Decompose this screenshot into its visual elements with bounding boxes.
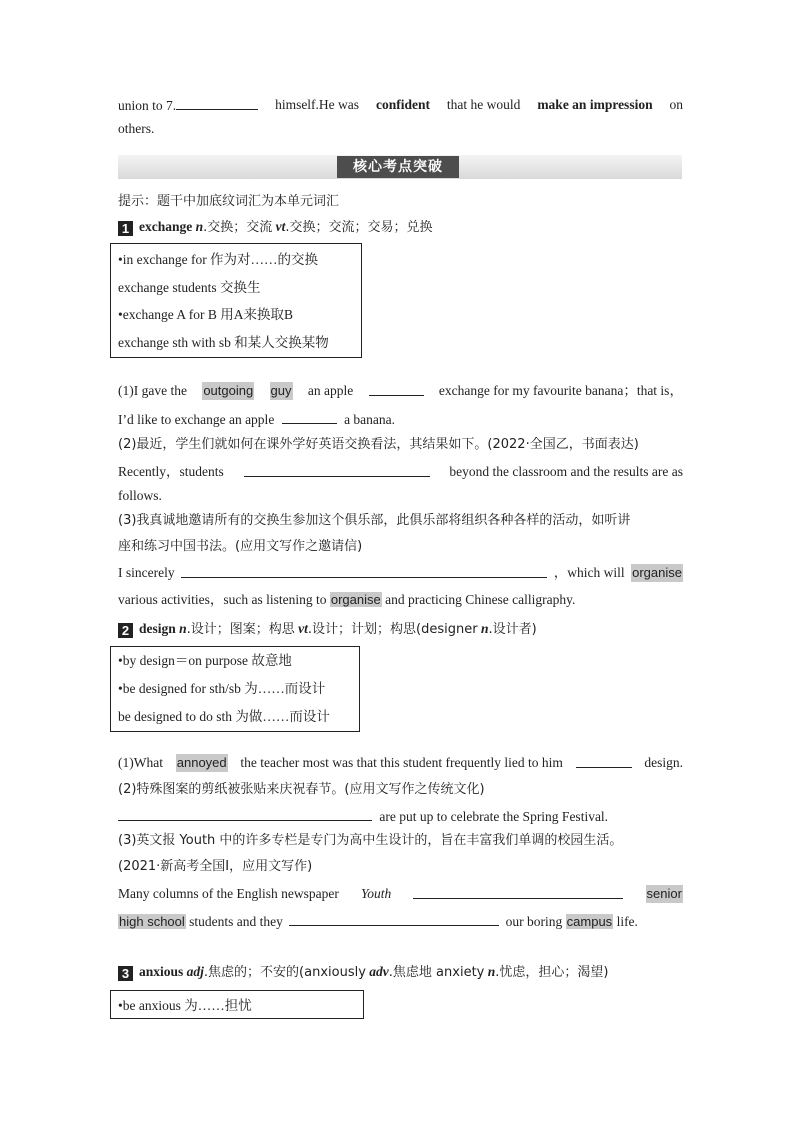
definition: .焦虑的；不安的(anxiously (203, 965, 366, 980)
word-heading-2 (118, 620, 537, 639)
phrase-item: •be anxious 为……担忧 (118, 998, 252, 1013)
w2-question-2-line (118, 807, 608, 826)
part-of-speech: n (179, 621, 187, 636)
question-text: are put up to celebrate the Spring Festival. (379, 809, 609, 824)
question-text: I sincerely (118, 565, 175, 580)
intro-text: that he would (446, 97, 521, 112)
definition: .设计者) (488, 622, 537, 637)
question-text: Many columns of the English newspaper (118, 886, 339, 901)
question-text: a banana. (344, 412, 396, 427)
part-of-speech: vt (298, 621, 308, 636)
italic-title: Youth (360, 886, 392, 901)
w2-question-3-prompt: (3)英文报 Youth 中的许多专栏是专门为高中生设计的，旨在丰富我们单调的校园生活。 (118, 833, 623, 848)
part-of-speech: adv (369, 964, 389, 979)
w1-question-3-line-2 (118, 591, 575, 609)
w2-question-1-line (118, 754, 683, 772)
number-badge: 1 (118, 221, 133, 236)
question-text: life. (616, 914, 638, 929)
intro-line-1 (118, 96, 683, 115)
number-badge: 3 (118, 966, 133, 981)
question-text: ，which will (553, 565, 625, 580)
part-of-speech: n (195, 219, 204, 234)
hint-text: 提示：题干中加底纹词汇为本单元词汇 (118, 194, 340, 209)
phrase-box-1 (110, 243, 362, 358)
intro-text: union to 7. (118, 98, 177, 113)
w1-question-1-line-2 (118, 410, 395, 429)
highlighted-word: organise (632, 565, 682, 580)
answer-blank[interactable] (181, 564, 547, 578)
w1-question-2-prompt: (2)最近，学生们就如何在课外学好英语交换看法，其结果如下。(2022·全国乙，书面表达) (118, 437, 639, 452)
phrase-item: •be designed for sth/sb 为……而设计 (118, 681, 326, 696)
w2-question-3-line-1 (118, 885, 683, 903)
part-of-speech: n (487, 964, 496, 979)
answer-blank[interactable] (244, 463, 430, 477)
phrase-item: exchange sth with sb 和某人交换某物 (118, 335, 329, 350)
part-of-speech: n (480, 621, 489, 636)
bold-phrase: make an impression (537, 97, 653, 112)
answer-blank[interactable] (413, 885, 623, 899)
w1-question-3-prompt: 座和练习中国书法。(应用文写作之邀请信) (118, 539, 363, 554)
head-word: anxious (139, 964, 184, 979)
bold-phrase: confident (375, 97, 430, 112)
answer-blank[interactable] (118, 807, 372, 821)
question-text: students and they (189, 914, 283, 929)
word-heading-3 (118, 963, 608, 982)
phrase-item: be designed to do sth 为做……而设计 (118, 709, 330, 724)
w1-question-2-line (118, 463, 683, 481)
definition: .忧虑，担心；渴望) (495, 965, 609, 980)
w1-question-3-prompt: (3)我真诚地邀请所有的交换生参加这个俱乐部，此俱乐部将组织各种各样的活动，如听讲 (118, 513, 631, 528)
question-text: our boring (505, 914, 563, 929)
highlighted-word: high school (119, 914, 185, 929)
question-text: an apple (307, 383, 354, 398)
phrase-item: •by design＝on purpose 故意地 (118, 653, 292, 668)
definition: .交换；交流 (203, 220, 273, 235)
question-text: (1)I gave the (118, 383, 187, 398)
definition: .设计；图案；构思 (186, 622, 295, 637)
intro-text: on (669, 97, 683, 112)
head-word: design (139, 621, 176, 636)
answer-blank[interactable] (576, 754, 632, 768)
answer-blank[interactable] (282, 410, 337, 424)
definition: .交换；交流；交易；兑换 (285, 220, 433, 235)
w2-question-2-prompt: (2)特殊图案的剪纸被张贴来庆祝春节。(应用文写作之传统文化) (118, 782, 485, 797)
phrase-item: exchange students 交换生 (118, 280, 261, 295)
phrase-box-2 (110, 646, 360, 732)
highlighted-word: annoyed (176, 755, 227, 770)
highlighted-word: guy (270, 383, 292, 398)
w1-question-3-line-1 (118, 564, 683, 582)
highlighted-word: senior (646, 886, 682, 901)
phrase-item: •in exchange for 作为对……的交换 (118, 252, 319, 267)
w2-question-3-source: (2021·新高考全国Ⅰ，应用文写作) (118, 859, 313, 874)
question-text: (1)What (118, 755, 163, 770)
part-of-speech: vt (275, 219, 286, 234)
question-text: various activities，such as listening to (118, 592, 327, 607)
w1-question-2-line-2: follows. (118, 488, 162, 503)
highlighted-word: campus (566, 914, 613, 929)
question-text: design. (644, 755, 683, 770)
definition: .设计；计划；构思(designer (307, 622, 478, 637)
word-heading-1 (118, 218, 433, 237)
intro-line-2: others. (118, 121, 155, 136)
w1-question-1-line-1 (118, 382, 683, 400)
part-of-speech: adj (186, 964, 204, 979)
question-text: and practicing Chinese calligraphy. (385, 592, 576, 607)
w2-question-3-line-2 (118, 912, 638, 931)
question-text: Recently，students (118, 464, 224, 479)
intro-text: himself.He was (275, 97, 360, 112)
phrase-box-3 (110, 990, 364, 1019)
question-text: exchange for my favourite banana；that is， (438, 383, 683, 398)
section-title: 核心考点突破 (337, 156, 459, 178)
answer-blank[interactable] (176, 96, 258, 110)
number-badge: 2 (118, 623, 133, 638)
question-text: I’d like to exchange an apple (118, 412, 275, 427)
highlighted-word: outgoing (203, 383, 254, 398)
definition: .焦虑地 anxiety (388, 965, 485, 980)
head-word: exchange (139, 219, 193, 234)
question-text: the teacher most was that this student frequently lied to him (240, 755, 563, 770)
question-text: beyond the classroom and the results are as (449, 464, 683, 479)
answer-blank[interactable] (289, 912, 499, 926)
phrase-item: •exchange A for B 用A来换取B (118, 307, 293, 322)
answer-blank[interactable] (369, 382, 424, 396)
highlighted-word: organise (330, 592, 381, 607)
